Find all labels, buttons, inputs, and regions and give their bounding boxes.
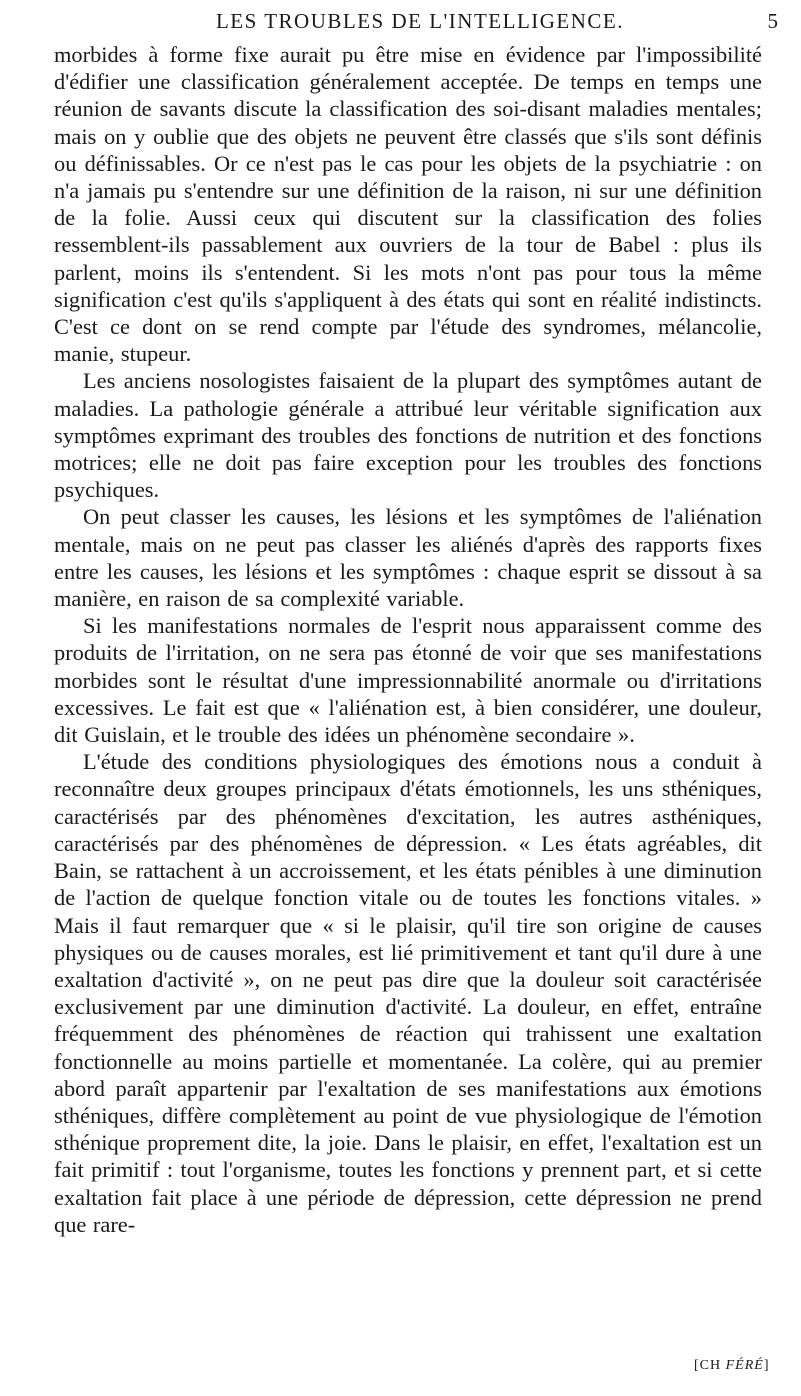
signature-close: ] [763,1358,770,1373]
signature-name: FÉRÉ [725,1358,764,1373]
paragraph-emotions: L'étude des conditions physiologiques des émotions nous a conduit à reconnaître deux groupes principaux d'états émotionnels, les uns sthéniques, caractérisés par des phénomènes d'excitation, les autres asthéniques, caractérisés par des phénomènes de dépression. « Les états agréables, dit Bain, se rattachent à un accroissement, et les états pénibles à une diminution de l'action de quelque fonction vitale ou de toutes les fonctions vitales. » Mais il faut remarquer que « si le plaisir, qu'il tire son origine de causes physiques ou de causes morales, est lié primitivement et tant qu'il dure à une exaltation d'activité », on ne peut pas dire que la douleur soit caractérisée exclusivement par une diminution d'activité. La douleur, en effet, entraîne fréquemment des phénomènes de réaction qui trahissent une exaltation fonctionnelle au moins partielle et momentanée. La colère, qui au premier abord paraît appartenir par l'exaltation de ses manifestations aux émotions sthéniques, diffère complètement au point de vue physiologique de l'émotion sthénique proprement dite, la joie. Dans le plaisir, en effet, l'exaltation est un fait primitif : tout l'organisme, toutes les fonctions y prennent part, et si cette exaltation fait place à une période de dépression, cette dépression ne prend que rare- [54,749,762,1237]
printer-signature [694,1358,770,1374]
running-title: LES TROUBLES DE L'INTELLIGENCE. [215,9,625,33]
body-text [54,41,762,1238]
paragraph-continuation: morbides à forme fixe aurait pu être mise en évidence par l'impossibilité d'édifier une classification généralement acceptée. De temps en temps une réunion de savants discute la classification des soi-disant maladies mentales; mais on y oublie que des objets ne peuvent être classés que s'ils sont définis ou définissables. Or ce n'est pas le cas pour les objets de la psychiatrie : on n'a jamais pu s'entendre sur une définition de la raison, ni sur une définition de la folie. Aussi ceux qui discutent sur la classification des folies ressemblent-ils passablement aux ouvriers de la tour de Babel : plus ils parlent, moins ils s'entendent. Si les mots n'ont pas pour tous la même signification c'est qu'ils s'appliquent à des états qui sont en réalité indistincts. C'est ce dont on se rend compte par l'étude des syndromes, mélancolie, manie, stupeur. [54,42,762,367]
page-number: 5 [767,9,778,33]
signature-open: [CH [694,1358,722,1373]
paragraph-nosologistes: Les anciens nosologistes faisaient de la plupart des symptômes autant de maladies. La pathologie générale a attribué leur véritable signification aux symptômes exprimant des troubles des fonctions de nutrition et des fonctions motrices; elle ne doit pas faire exception pour les troubles des fonctions psychiques. [54,368,762,503]
paragraph-manifestations: Si les manifestations normales de l'esprit nous apparaissent comme des produits de l'irritation, on ne sera pas étonné de voir que ses manifestations morbides sont le résultat d'une impressionnabilité anormale ou d'irritations excessives. Le fait est que « l'aliénation est, à bien considérer, une douleur, dit Guislain, et le trouble des idées un phénomène secondaire ». [54,613,762,748]
running-head [50,6,790,36]
paragraph-classer-causes: On peut classer les causes, les lésions et les symptômes de l'aliénation mentale, mais on ne peut pas classer les aliénés d'après des rapports fixes entre les causes, les lésions et les symptômes : chaque esprit se dissout à sa manière, en raison de sa complexité variable. [54,504,762,612]
